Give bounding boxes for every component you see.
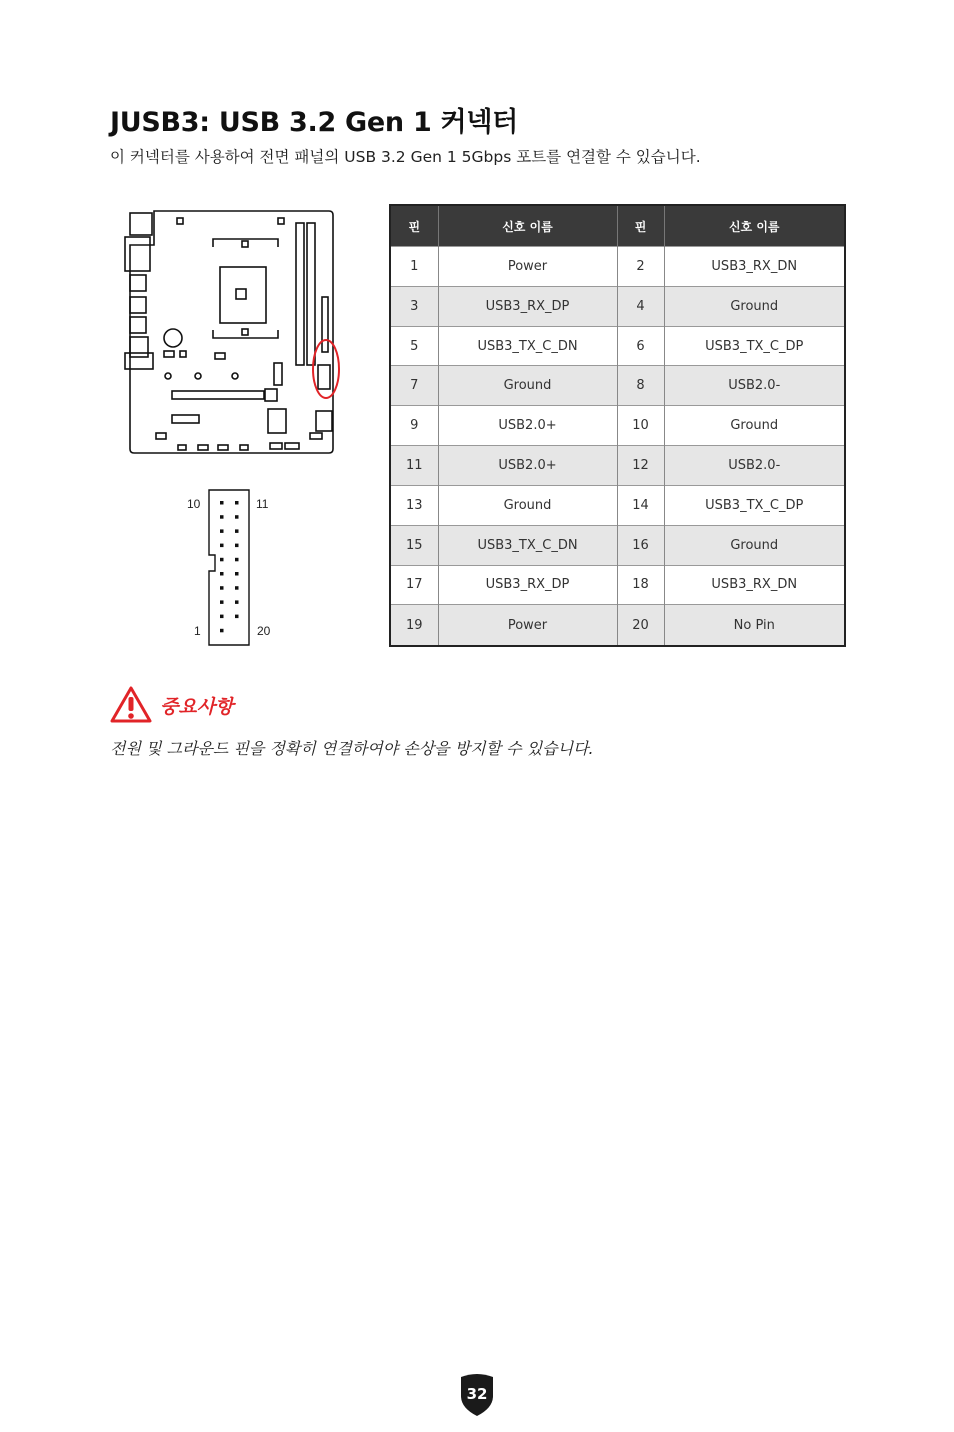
pin-number-cell: 3 xyxy=(390,286,438,326)
pin-number-cell: 6 xyxy=(617,326,664,366)
pin-table xyxy=(389,204,846,647)
table-row xyxy=(390,525,845,565)
pin-dot xyxy=(235,529,239,533)
column-header-pin: 핀 xyxy=(390,205,438,247)
pin-dot xyxy=(220,515,224,519)
pin-dot xyxy=(220,572,224,576)
pin-number-cell: 9 xyxy=(390,406,438,446)
signal-name-cell: USB3_TX_C_DN xyxy=(438,525,617,565)
pin-dot xyxy=(220,586,224,590)
pin-dot xyxy=(235,501,239,505)
pin-dot xyxy=(235,544,239,548)
pin-dot xyxy=(235,586,239,590)
pin-dot xyxy=(220,529,224,533)
important-note xyxy=(110,686,233,724)
pin-label-top-right: 11 xyxy=(256,497,269,511)
signal-name-cell: USB2.0+ xyxy=(438,406,617,446)
pin-number-cell: 18 xyxy=(617,565,664,605)
table-row xyxy=(390,366,845,406)
table-row xyxy=(390,485,845,525)
pin-number-cell: 17 xyxy=(390,565,438,605)
signal-name-cell: USB3_TX_C_DP xyxy=(664,485,845,525)
pin-number-cell: 19 xyxy=(390,605,438,646)
table-header-row xyxy=(390,205,845,247)
signal-name-cell: Ground xyxy=(438,485,617,525)
intro-text: 이 커넥터를 사용하여 전면 패널의 USB 3.2 Gen 1 5Gbps 포트를 연결할 수 있습니다. xyxy=(110,148,701,166)
signal-name-cell: No Pin xyxy=(664,605,845,646)
signal-name-cell: USB3_TX_C_DN xyxy=(438,326,617,366)
pin-number-cell: 15 xyxy=(390,525,438,565)
pin-dot xyxy=(220,600,224,604)
signal-name-cell: Ground xyxy=(438,366,617,406)
pin-number-cell: 20 xyxy=(617,605,664,646)
signal-name-cell: USB2.0- xyxy=(664,366,845,406)
pin-number-cell: 2 xyxy=(617,247,664,287)
pin-number-cell: 7 xyxy=(390,366,438,406)
pin-number-cell: 13 xyxy=(390,485,438,525)
signal-name-cell: USB3_RX_DP xyxy=(438,565,617,605)
column-header-signal: 신호 이름 xyxy=(438,205,617,247)
signal-name-cell: Ground xyxy=(664,286,845,326)
pin-number-cell: 10 xyxy=(617,406,664,446)
page-title: JUSB3: USB 3.2 Gen 1 커넥터 xyxy=(110,107,518,138)
pin-number-cell: 16 xyxy=(617,525,664,565)
table-row xyxy=(390,565,845,605)
table-row xyxy=(390,326,845,366)
signal-name-cell: USB2.0- xyxy=(664,446,845,486)
signal-name-cell: Power xyxy=(438,605,617,646)
signal-name-cell: USB2.0+ xyxy=(438,446,617,486)
important-text: 전원 및 그라운드 핀을 정확히 연결하여야 손상을 방지할 수 있습니다. xyxy=(110,739,594,758)
pin-dot xyxy=(220,558,224,562)
table-row xyxy=(390,406,845,446)
pin-number-cell: 4 xyxy=(617,286,664,326)
signal-name-cell: USB3_TX_C_DP xyxy=(664,326,845,366)
pin-dot xyxy=(220,544,224,548)
column-header-pin: 핀 xyxy=(617,205,664,247)
signal-name-cell: USB3_RX_DP xyxy=(438,286,617,326)
pin-header-diagram xyxy=(180,488,290,650)
signal-name-cell: Ground xyxy=(664,525,845,565)
signal-name-cell: USB3_RX_DN xyxy=(664,247,845,287)
table-row xyxy=(390,446,845,486)
motherboard-diagram xyxy=(120,205,345,460)
page-number: 32 xyxy=(466,1385,488,1403)
pin-label-bottom-right: 20 xyxy=(257,624,271,638)
pin-number-cell: 14 xyxy=(617,485,664,525)
pin-dot xyxy=(220,629,224,633)
pin-number-cell: 11 xyxy=(390,446,438,486)
pin-dot xyxy=(220,615,224,619)
table-row xyxy=(390,605,845,646)
pin-label-top-left: 10 xyxy=(187,497,201,511)
signal-name-cell: USB3_RX_DN xyxy=(664,565,845,605)
pin-number-cell: 5 xyxy=(390,326,438,366)
pin-dot xyxy=(235,515,239,519)
pin-dot xyxy=(235,615,239,619)
pin-dot xyxy=(235,600,239,604)
pin-number-cell: 12 xyxy=(617,446,664,486)
page-number-badge xyxy=(457,1372,497,1418)
pin-label-bottom-left: 1 xyxy=(194,624,201,638)
column-header-signal: 신호 이름 xyxy=(664,205,845,247)
signal-name-cell: Power xyxy=(438,247,617,287)
pin-dot xyxy=(235,558,239,562)
important-title: 중요사항 xyxy=(160,695,234,718)
table-row xyxy=(390,247,845,287)
signal-name-cell: Ground xyxy=(664,406,845,446)
pin-number-cell: 1 xyxy=(390,247,438,287)
pin-dot xyxy=(235,572,239,576)
pin-number-cell: 8 xyxy=(617,366,664,406)
table-row xyxy=(390,286,845,326)
pin-dot xyxy=(220,501,224,505)
warning-icon xyxy=(110,686,152,724)
